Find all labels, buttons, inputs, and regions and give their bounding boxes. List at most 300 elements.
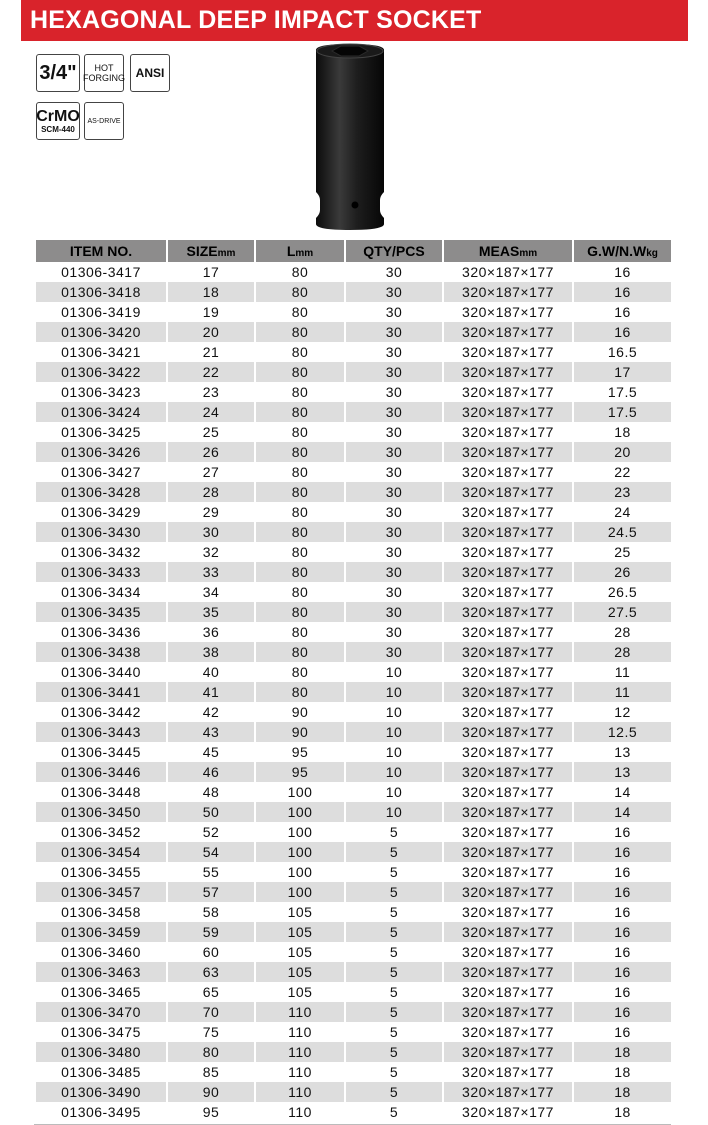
cell-meas: 320×187×177: [443, 982, 573, 1002]
cell-length: 80: [255, 302, 345, 322]
cell-item-no: 01306-3485: [35, 1062, 167, 1082]
cell-qty: 5: [345, 1082, 443, 1102]
cell-weight: 14: [573, 782, 672, 802]
table-row: [35, 782, 672, 802]
cell-meas: 320×187×177: [443, 302, 573, 322]
cell-size: 41: [167, 682, 255, 702]
cell-weight: 22: [573, 462, 672, 482]
table-row: [35, 622, 672, 642]
cell-weight: 14: [573, 802, 672, 822]
cell-meas: 320×187×177: [443, 762, 573, 782]
cell-size: 38: [167, 642, 255, 662]
cell-length: 110: [255, 1062, 345, 1082]
cell-qty: 30: [345, 262, 443, 282]
cell-item-no: 01306-3465: [35, 982, 167, 1002]
cell-size: 58: [167, 902, 255, 922]
table-row: [35, 902, 672, 922]
cell-meas: 320×187×177: [443, 822, 573, 842]
as-drive-badge: [84, 102, 124, 140]
cell-length: 110: [255, 1042, 345, 1062]
cell-meas: 320×187×177: [443, 262, 573, 282]
cell-item-no: 01306-3457: [35, 882, 167, 902]
cell-meas: 320×187×177: [443, 482, 573, 502]
column-label: G.W/N.W: [587, 243, 647, 259]
cell-weight: 16: [573, 842, 672, 862]
cell-meas: 320×187×177: [443, 1042, 573, 1062]
crmo-sub-label: SCM-440: [41, 124, 75, 134]
cell-qty: 30: [345, 582, 443, 602]
cell-size: 45: [167, 742, 255, 762]
cell-length: 80: [255, 422, 345, 442]
table-row: [35, 422, 672, 442]
table-row: [35, 442, 672, 462]
cell-qty: 5: [345, 842, 443, 862]
cell-weight: 18: [573, 1102, 672, 1122]
cell-item-no: 01306-3455: [35, 862, 167, 882]
cell-size: 75: [167, 1022, 255, 1042]
cell-size: 40: [167, 662, 255, 682]
cell-qty: 5: [345, 962, 443, 982]
cell-size: 30: [167, 522, 255, 542]
table-row: [35, 742, 672, 762]
cell-size: 43: [167, 722, 255, 742]
cell-weight: 16: [573, 302, 672, 322]
table-row: [35, 702, 672, 722]
column-header-meas: [443, 240, 573, 262]
table-row: [35, 262, 672, 282]
cell-meas: 320×187×177: [443, 382, 573, 402]
cell-size: 19: [167, 302, 255, 322]
cell-length: 80: [255, 622, 345, 642]
column-header-item-no: [35, 240, 167, 262]
cell-length: 100: [255, 842, 345, 862]
cell-length: 110: [255, 1102, 345, 1122]
cell-length: 80: [255, 402, 345, 422]
cell-meas: 320×187×177: [443, 722, 573, 742]
cell-meas: 320×187×177: [443, 922, 573, 942]
cell-weight: 17.5: [573, 402, 672, 422]
crmo-label: CrMO: [36, 107, 80, 125]
table-row: [35, 942, 672, 962]
cell-meas: 320×187×177: [443, 422, 573, 442]
cell-length: 80: [255, 662, 345, 682]
page-title: HEXAGONAL DEEP IMPACT SOCKET: [21, 0, 688, 41]
table-row: [35, 502, 672, 522]
table-row: [35, 722, 672, 742]
cell-qty: 30: [345, 342, 443, 362]
cell-meas: 320×187×177: [443, 1082, 573, 1102]
cell-item-no: 01306-3428: [35, 482, 167, 502]
cell-item-no: 01306-3434: [35, 582, 167, 602]
cell-size: 18: [167, 282, 255, 302]
cell-qty: 30: [345, 642, 443, 662]
cell-item-no: 01306-3443: [35, 722, 167, 742]
cell-qty: 10: [345, 662, 443, 682]
cell-weight: 11: [573, 682, 672, 702]
cell-length: 100: [255, 882, 345, 902]
cell-size: 46: [167, 762, 255, 782]
cell-item-no: 01306-3442: [35, 702, 167, 722]
cell-size: 48: [167, 782, 255, 802]
cell-weight: 11: [573, 662, 672, 682]
table-row: [35, 922, 672, 942]
cell-length: 80: [255, 262, 345, 282]
cell-weight: 16: [573, 262, 672, 282]
cell-qty: 30: [345, 622, 443, 642]
cell-size: 59: [167, 922, 255, 942]
drive-size-label: 3/4": [39, 61, 77, 84]
socket-image: [310, 42, 390, 232]
cell-qty: 30: [345, 562, 443, 582]
cell-length: 80: [255, 542, 345, 562]
cell-item-no: 01306-3452: [35, 822, 167, 842]
cell-qty: 10: [345, 802, 443, 822]
cell-size: 22: [167, 362, 255, 382]
cell-meas: 320×187×177: [443, 502, 573, 522]
cell-weight: 18: [573, 1042, 672, 1062]
cell-meas: 320×187×177: [443, 702, 573, 722]
table-row: [35, 842, 672, 862]
table-row: [35, 482, 672, 502]
cell-length: 100: [255, 862, 345, 882]
column-label: ITEM NO.: [69, 243, 133, 259]
table-row: [35, 1102, 672, 1122]
cell-item-no: 01306-3422: [35, 362, 167, 382]
column-header-qty: [345, 240, 443, 262]
cell-weight: 16: [573, 822, 672, 842]
cell-meas: 320×187×177: [443, 842, 573, 862]
cell-item-no: 01306-3459: [35, 922, 167, 942]
cell-qty: 5: [345, 1102, 443, 1122]
cell-size: 95: [167, 1102, 255, 1122]
column-label: MEAS: [478, 243, 520, 259]
cell-weight: 13: [573, 762, 672, 782]
cell-length: 80: [255, 602, 345, 622]
cell-weight: 18: [573, 422, 672, 442]
cell-meas: 320×187×177: [443, 682, 573, 702]
table-row: [35, 682, 672, 702]
cell-weight: 12.5: [573, 722, 672, 742]
cell-size: 54: [167, 842, 255, 862]
cell-item-no: 01306-3454: [35, 842, 167, 862]
cell-meas: 320×187×177: [443, 782, 573, 802]
hot-forging-line1: HOT: [94, 63, 114, 73]
cell-item-no: 01306-3495: [35, 1102, 167, 1122]
cell-length: 80: [255, 522, 345, 542]
cell-size: 34: [167, 582, 255, 602]
cell-qty: 30: [345, 602, 443, 622]
cell-length: 95: [255, 762, 345, 782]
hot-forging-line2: FORGING: [83, 73, 125, 83]
cell-weight: 16: [573, 282, 672, 302]
cell-meas: 320×187×177: [443, 542, 573, 562]
table-row: [35, 562, 672, 582]
cell-qty: 5: [345, 1062, 443, 1082]
cell-item-no: 01306-3430: [35, 522, 167, 542]
cell-qty: 30: [345, 402, 443, 422]
cell-qty: 30: [345, 382, 443, 402]
cell-item-no: 01306-3417: [35, 262, 167, 282]
table-row: [35, 762, 672, 782]
cell-length: 80: [255, 442, 345, 462]
table-row: [35, 282, 672, 302]
cell-qty: 30: [345, 462, 443, 482]
cell-size: 17: [167, 262, 255, 282]
cell-item-no: 01306-3421: [35, 342, 167, 362]
table-row: [35, 362, 672, 382]
cell-size: 25: [167, 422, 255, 442]
cell-item-no: 01306-3448: [35, 782, 167, 802]
cell-meas: 320×187×177: [443, 662, 573, 682]
cell-weight: 12: [573, 702, 672, 722]
cell-meas: 320×187×177: [443, 522, 573, 542]
cell-size: 60: [167, 942, 255, 962]
table-row: [35, 582, 672, 602]
cell-weight: 16: [573, 1022, 672, 1042]
cell-qty: 30: [345, 422, 443, 442]
cell-qty: 30: [345, 502, 443, 522]
cell-item-no: 01306-3418: [35, 282, 167, 302]
table-row: [35, 462, 672, 482]
table-row: [35, 1062, 672, 1082]
table-row: [35, 1042, 672, 1062]
table-row: [35, 402, 672, 422]
cell-meas: 320×187×177: [443, 342, 573, 362]
cell-weight: 27.5: [573, 602, 672, 622]
cell-size: 85: [167, 1062, 255, 1082]
cell-size: 35: [167, 602, 255, 622]
cell-length: 95: [255, 742, 345, 762]
cell-meas: 320×187×177: [443, 1002, 573, 1022]
cell-item-no: 01306-3438: [35, 642, 167, 662]
ansi-badge: [130, 54, 170, 92]
cell-length: 80: [255, 462, 345, 482]
cell-length: 80: [255, 562, 345, 582]
table-row: [35, 962, 672, 982]
table-row: [35, 322, 672, 342]
cell-size: 57: [167, 882, 255, 902]
cell-size: 28: [167, 482, 255, 502]
cell-item-no: 01306-3458: [35, 902, 167, 922]
cell-item-no: 01306-3420: [35, 322, 167, 342]
cell-item-no: 01306-3470: [35, 1002, 167, 1022]
column-header-weight: [573, 240, 672, 262]
cell-length: 80: [255, 502, 345, 522]
cell-size: 52: [167, 822, 255, 842]
cell-length: 100: [255, 822, 345, 842]
cell-size: 20: [167, 322, 255, 342]
cell-weight: 17.5: [573, 382, 672, 402]
cell-meas: 320×187×177: [443, 1102, 573, 1122]
cell-item-no: 01306-3432: [35, 542, 167, 562]
cell-size: 27: [167, 462, 255, 482]
cell-qty: 30: [345, 302, 443, 322]
cell-size: 65: [167, 982, 255, 1002]
cell-length: 110: [255, 1002, 345, 1022]
table-header-row: [35, 240, 672, 262]
cell-weight: 28: [573, 622, 672, 642]
cell-length: 90: [255, 722, 345, 742]
column-unit: kg: [646, 248, 658, 259]
cell-item-no: 01306-3446: [35, 762, 167, 782]
table-row: [35, 1002, 672, 1022]
column-header-size: [167, 240, 255, 262]
cell-weight: 16: [573, 902, 672, 922]
hot-forging-badge: [84, 54, 124, 92]
cell-item-no: 01306-3450: [35, 802, 167, 822]
cell-weight: 28: [573, 642, 672, 662]
cell-size: 32: [167, 542, 255, 562]
cell-weight: 17: [573, 362, 672, 382]
cell-meas: 320×187×177: [443, 742, 573, 762]
cell-qty: 30: [345, 362, 443, 382]
cell-size: 36: [167, 622, 255, 642]
cell-meas: 320×187×177: [443, 582, 573, 602]
cell-qty: 10: [345, 702, 443, 722]
cell-meas: 320×187×177: [443, 882, 573, 902]
table-row: [35, 522, 672, 542]
cell-meas: 320×187×177: [443, 282, 573, 302]
cell-length: 110: [255, 1082, 345, 1102]
table-row: [35, 882, 672, 902]
column-unit: mm: [295, 248, 314, 259]
cell-size: 63: [167, 962, 255, 982]
cell-length: 80: [255, 282, 345, 302]
cell-meas: 320×187×177: [443, 962, 573, 982]
cell-item-no: 01306-3425: [35, 422, 167, 442]
cell-item-no: 01306-3460: [35, 942, 167, 962]
cell-meas: 320×187×177: [443, 462, 573, 482]
cell-qty: 10: [345, 782, 443, 802]
table-row: [35, 642, 672, 662]
column-label: L: [286, 243, 296, 259]
cell-item-no: 01306-3433: [35, 562, 167, 582]
cell-item-no: 01306-3475: [35, 1022, 167, 1042]
cell-weight: 26.5: [573, 582, 672, 602]
cell-weight: 24.5: [573, 522, 672, 542]
cell-size: 70: [167, 1002, 255, 1022]
cell-weight: 16: [573, 962, 672, 982]
cell-length: 80: [255, 482, 345, 502]
cell-qty: 5: [345, 982, 443, 1002]
table-row: [35, 342, 672, 362]
table-row: [35, 982, 672, 1002]
cell-length: 80: [255, 362, 345, 382]
cell-qty: 30: [345, 282, 443, 302]
as-drive-label: AS-DRIVE: [87, 117, 121, 125]
cell-length: 105: [255, 902, 345, 922]
table-row: [35, 602, 672, 622]
cell-weight: 26: [573, 562, 672, 582]
cell-meas: 320×187×177: [443, 322, 573, 342]
cell-qty: 5: [345, 922, 443, 942]
cell-length: 80: [255, 322, 345, 342]
cell-length: 100: [255, 802, 345, 822]
table-row: [35, 862, 672, 882]
cell-qty: 30: [345, 482, 443, 502]
cell-length: 105: [255, 922, 345, 942]
cell-meas: 320×187×177: [443, 802, 573, 822]
cell-weight: 16.5: [573, 342, 672, 362]
cell-item-no: 01306-3440: [35, 662, 167, 682]
cell-weight: 16: [573, 942, 672, 962]
cell-qty: 30: [345, 322, 443, 342]
cell-weight: 25: [573, 542, 672, 562]
cell-length: 80: [255, 342, 345, 362]
cell-length: 105: [255, 962, 345, 982]
cell-weight: 23: [573, 482, 672, 502]
ansi-label: ANSI: [135, 66, 165, 80]
crmo-badge: [36, 102, 80, 140]
cell-qty: 5: [345, 902, 443, 922]
cell-meas: 320×187×177: [443, 362, 573, 382]
cell-qty: 5: [345, 1022, 443, 1042]
cell-qty: 10: [345, 722, 443, 742]
cell-length: 80: [255, 582, 345, 602]
drive-size-badge: [36, 54, 80, 92]
cell-length: 80: [255, 642, 345, 662]
table-body: [35, 262, 672, 1122]
cell-weight: 18: [573, 1082, 672, 1102]
cell-length: 80: [255, 682, 345, 702]
cell-qty: 10: [345, 742, 443, 762]
cell-qty: 5: [345, 1002, 443, 1022]
column-unit: mm: [519, 248, 538, 259]
table-row: [35, 382, 672, 402]
cell-qty: 5: [345, 942, 443, 962]
cell-qty: 5: [345, 862, 443, 882]
column-unit: mm: [217, 248, 236, 259]
cell-length: 105: [255, 942, 345, 962]
cell-meas: 320×187×177: [443, 1022, 573, 1042]
table-row: [35, 542, 672, 562]
cell-size: 24: [167, 402, 255, 422]
cell-item-no: 01306-3441: [35, 682, 167, 702]
cell-qty: 5: [345, 1042, 443, 1062]
cell-weight: 18: [573, 1062, 672, 1082]
cell-weight: 24: [573, 502, 672, 522]
cell-size: 23: [167, 382, 255, 402]
cell-size: 33: [167, 562, 255, 582]
cell-item-no: 01306-3427: [35, 462, 167, 482]
cell-weight: 16: [573, 882, 672, 902]
cell-item-no: 01306-3429: [35, 502, 167, 522]
cell-size: 42: [167, 702, 255, 722]
cell-item-no: 01306-3463: [35, 962, 167, 982]
column-label: SIZE: [186, 243, 218, 259]
cell-qty: 5: [345, 822, 443, 842]
cell-size: 80: [167, 1042, 255, 1062]
spec-table: [34, 240, 673, 1122]
cell-length: 100: [255, 782, 345, 802]
cell-meas: 320×187×177: [443, 642, 573, 662]
cell-meas: 320×187×177: [443, 902, 573, 922]
cell-item-no: 01306-3419: [35, 302, 167, 322]
table-row: [35, 802, 672, 822]
column-label: QTY/PCS: [363, 243, 425, 259]
column-header-length: [255, 240, 345, 262]
cell-weight: 20: [573, 442, 672, 462]
cell-qty: 10: [345, 682, 443, 702]
cell-length: 80: [255, 382, 345, 402]
cell-meas: 320×187×177: [443, 862, 573, 882]
cell-weight: 13: [573, 742, 672, 762]
table-row: [35, 1022, 672, 1042]
cell-qty: 30: [345, 542, 443, 562]
cell-length: 105: [255, 982, 345, 1002]
cell-meas: 320×187×177: [443, 562, 573, 582]
cell-meas: 320×187×177: [443, 1062, 573, 1082]
